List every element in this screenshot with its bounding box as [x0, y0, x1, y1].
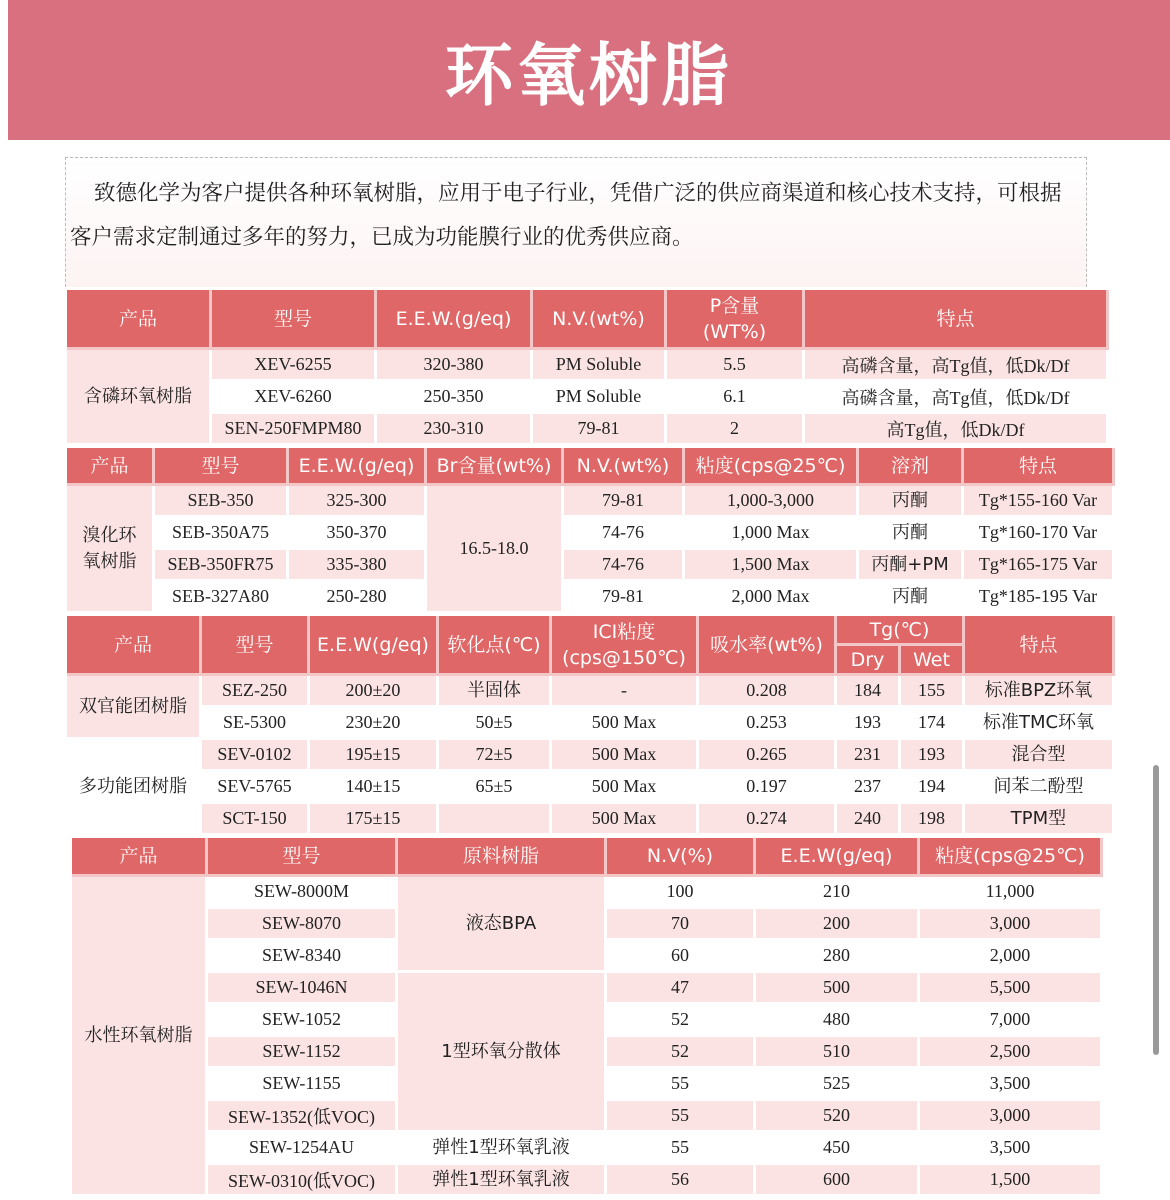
- table-cell: 155: [901, 676, 965, 708]
- header-row: [67, 616, 1115, 646]
- table-cell: 6.1: [667, 382, 805, 414]
- column-header: Wet: [901, 646, 965, 676]
- table-cell: 50±5: [439, 708, 552, 740]
- table-row: [67, 486, 1115, 518]
- table-row: [67, 676, 1115, 708]
- table-cell: 74-76: [564, 518, 685, 550]
- table-cell: 52: [607, 1037, 756, 1069]
- table-cell: 198: [901, 804, 965, 836]
- table-cell: 0.253: [699, 708, 837, 740]
- table-cell: 1,500 Max: [685, 550, 859, 582]
- table-cell: XEV-6260: [212, 382, 377, 414]
- column-header: N.V.(wt%): [564, 448, 685, 486]
- table-cell: Tg*165-175 Var: [964, 550, 1115, 582]
- table-cell: 193: [837, 708, 901, 740]
- table-cell: 半固体: [439, 676, 552, 708]
- table-cell: 320-380: [377, 350, 533, 382]
- table-cell: 0.208: [699, 676, 837, 708]
- table-cell: 弹性1型环氧乳液: [398, 1165, 607, 1197]
- column-header: 产品: [67, 290, 212, 350]
- table-cell: SEV-0102: [202, 740, 310, 772]
- table-row: [67, 708, 1115, 740]
- table-cell: 500 Max: [552, 740, 699, 772]
- table-cell: TPM型: [965, 804, 1115, 836]
- table-cell: 140±15: [310, 772, 439, 804]
- table-cell: Tg*160-170 Var: [964, 518, 1115, 550]
- table-cell: SEZ-250: [202, 676, 310, 708]
- header-row: [72, 838, 1103, 877]
- table-cell: 1,000-3,000: [685, 486, 859, 518]
- column-header: 产品: [67, 448, 155, 486]
- table-cell: 丙酮: [859, 518, 964, 550]
- category-cell: 含磷环氧树脂: [67, 350, 212, 446]
- table-cell: 193: [901, 740, 965, 772]
- waterborne-epoxy-table: [72, 838, 1119, 1197]
- functional-epoxy-grid: [67, 616, 1115, 836]
- table-cell: 7,000: [920, 1005, 1103, 1037]
- table-row: [67, 382, 1109, 414]
- column-header: 粘度(cps@25℃): [920, 838, 1103, 877]
- table-cell: 195±15: [310, 740, 439, 772]
- scrollbar[interactable]: [1153, 765, 1159, 1055]
- table-cell: 混合型: [965, 740, 1115, 772]
- table-cell: SEB-350A75: [155, 518, 289, 550]
- table-cell: 65±5: [439, 772, 552, 804]
- column-header: 特点: [965, 616, 1115, 676]
- table-cell: SEW-1152: [208, 1037, 398, 1069]
- table-cell: PM Soluble: [533, 382, 667, 414]
- table-cell: SEW-1046N: [208, 973, 398, 1005]
- table-cell: 231: [837, 740, 901, 772]
- table-cell: 500: [756, 973, 920, 1005]
- table-cell: 标准TMC环氧: [965, 708, 1115, 740]
- category-cell: 多功能团树脂: [67, 740, 202, 836]
- table-cell: 丙酮+PM: [859, 550, 964, 582]
- table-cell: 480: [756, 1005, 920, 1037]
- table-cell: 350-370: [289, 518, 427, 550]
- table-row: [67, 804, 1115, 836]
- table-cell: 标准BPZ环氧: [965, 676, 1115, 708]
- table-cell: 280: [756, 941, 920, 973]
- table-cell: -: [552, 676, 699, 708]
- column-header: 型号: [212, 290, 377, 350]
- table-cell: 100: [607, 877, 756, 909]
- column-header: E.E.W(g/eq): [756, 838, 920, 877]
- table-cell: PM Soluble: [533, 350, 667, 382]
- table-cell: 600: [756, 1165, 920, 1197]
- table-cell: 0.274: [699, 804, 837, 836]
- table-cell: SE-5300: [202, 708, 310, 740]
- table-cell: 56: [607, 1165, 756, 1197]
- column-header: 软化点(℃): [439, 616, 552, 676]
- table-cell: 230-310: [377, 414, 533, 446]
- title-banner: [8, 0, 1170, 140]
- tables-stack: [67, 290, 1119, 1199]
- table-row: [72, 1133, 1103, 1165]
- column-header: N.V.(wt%): [533, 290, 667, 350]
- table-cell: 450: [756, 1133, 920, 1165]
- table-cell: 70: [607, 909, 756, 941]
- table-cell: 525: [756, 1069, 920, 1101]
- table-cell: SEB-350: [155, 486, 289, 518]
- table-cell: 11,000: [920, 877, 1103, 909]
- table-cell: 55: [607, 1101, 756, 1133]
- table-row: [67, 582, 1115, 614]
- table-cell: 335-380: [289, 550, 427, 582]
- table-cell: 79-81: [564, 582, 685, 614]
- column-header: 溶剂: [859, 448, 964, 486]
- table-cell: SEB-350FR75: [155, 550, 289, 582]
- table-cell: Tg*155-160 Var: [964, 486, 1115, 518]
- table-cell: 250-280: [289, 582, 427, 614]
- category-cell: 溴化环 氧树脂: [67, 486, 155, 614]
- table-cell: [439, 804, 552, 836]
- table-cell: 3,500: [920, 1133, 1103, 1165]
- table-cell: 5,500: [920, 973, 1103, 1005]
- table-cell: SEW-8000M: [208, 877, 398, 909]
- table-cell: 500 Max: [552, 708, 699, 740]
- column-header: N.V(%): [607, 838, 756, 877]
- table-cell: 74-76: [564, 550, 685, 582]
- functional-epoxy-table: [67, 616, 1119, 836]
- table-cell: 520: [756, 1101, 920, 1133]
- table-cell: 2,000 Max: [685, 582, 859, 614]
- table-cell: 210: [756, 877, 920, 909]
- table-cell: 1,500: [920, 1165, 1103, 1197]
- table-cell: 52: [607, 1005, 756, 1037]
- column-header: Br含量(wt%): [427, 448, 564, 486]
- column-header: 吸水率(wt%): [699, 616, 837, 676]
- header-row: [67, 290, 1109, 350]
- category-cell: 液态BPA: [398, 877, 607, 973]
- table-cell: 0.197: [699, 772, 837, 804]
- column-header: 产品: [67, 616, 202, 676]
- table-cell: 200: [756, 909, 920, 941]
- table-cell: 47: [607, 973, 756, 1005]
- table-cell: Tg*185-195 Var: [964, 582, 1115, 614]
- column-header: 特点: [964, 448, 1115, 486]
- table-cell: XEV-6255: [212, 350, 377, 382]
- table-cell: 194: [901, 772, 965, 804]
- table-cell: 55: [607, 1133, 756, 1165]
- header-row: [67, 448, 1115, 486]
- table-cell: SEW-1155: [208, 1069, 398, 1101]
- waterborne-epoxy-grid: [72, 838, 1103, 1197]
- column-header: 型号: [155, 448, 289, 486]
- table-cell: 2,500: [920, 1037, 1103, 1069]
- category-cell: 1型环氧分散体: [398, 973, 607, 1133]
- table-cell: SEW-1052: [208, 1005, 398, 1037]
- table-cell: 79-81: [533, 414, 667, 446]
- table-row: [72, 1165, 1103, 1197]
- table-cell: SEW-8340: [208, 941, 398, 973]
- table-cell: 240: [837, 804, 901, 836]
- category-cell: 16.5-18.0: [427, 486, 564, 614]
- column-header: 粘度(cps@25℃): [685, 448, 859, 486]
- column-header: Tg(℃): [837, 616, 965, 646]
- phosphorus-epoxy-grid: [67, 290, 1109, 446]
- table-row: [72, 973, 1103, 1005]
- page-title: 环氧树脂: [444, 36, 733, 116]
- table-cell: 184: [837, 676, 901, 708]
- brominated-epoxy-grid: [67, 448, 1115, 614]
- category-cell: 双官能团树脂: [67, 676, 202, 740]
- table-row: [67, 550, 1115, 582]
- table-row: [67, 350, 1109, 382]
- column-header: Dry: [837, 646, 901, 676]
- table-cell: 500 Max: [552, 804, 699, 836]
- table-row: [67, 772, 1115, 804]
- table-cell: 高磷含量，高Tg值，低Dk/Df: [805, 382, 1109, 414]
- table-cell: 174: [901, 708, 965, 740]
- table-cell: 2,000: [920, 941, 1103, 973]
- table-cell: SEW-1352(低VOC): [208, 1101, 398, 1133]
- table-cell: SEV-5765: [202, 772, 310, 804]
- table-row: [72, 877, 1103, 909]
- table-cell: 3,500: [920, 1069, 1103, 1101]
- table-cell: 175±15: [310, 804, 439, 836]
- intro-paragraph: 致德化学为客户提供各种环氧树脂，应用于电子行业，凭借广泛的供应商渠道和核心技术支持，可根据客户需求定制通过多年的努力，已成为功能膜行业的优秀供应商。: [65, 157, 1087, 287]
- table-cell: 250-350: [377, 382, 533, 414]
- table-cell: 3,000: [920, 909, 1103, 941]
- column-header: E.E.W.(g/eq): [289, 448, 427, 486]
- table-cell: 230±20: [310, 708, 439, 740]
- table-cell: 丙酮: [859, 582, 964, 614]
- table-cell: SCT-150: [202, 804, 310, 836]
- table-cell: 间苯二酚型: [965, 772, 1115, 804]
- brominated-epoxy-table: [67, 448, 1119, 614]
- column-header: 型号: [208, 838, 398, 877]
- table-cell: SEB-327A80: [155, 582, 289, 614]
- table-cell: 200±20: [310, 676, 439, 708]
- table-cell: 55: [607, 1069, 756, 1101]
- table-cell: 高Tg值，低Dk/Df: [805, 414, 1109, 446]
- column-header: 原料树脂: [398, 838, 607, 877]
- table-cell: 2: [667, 414, 805, 446]
- table-cell: 79-81: [564, 486, 685, 518]
- column-header: P含量 (WT%): [667, 290, 805, 350]
- column-header: E.E.W(g/eq): [310, 616, 439, 676]
- table-cell: 5.5: [667, 350, 805, 382]
- table-row: [67, 740, 1115, 772]
- table-cell: 弹性1型环氧乳液: [398, 1133, 607, 1165]
- table-cell: SEW-0310(低VOC): [208, 1165, 398, 1197]
- table-cell: 510: [756, 1037, 920, 1069]
- phosphorus-epoxy-table: [67, 290, 1119, 446]
- table-cell: 0.265: [699, 740, 837, 772]
- table-cell: SEW-8070: [208, 909, 398, 941]
- category-cell: 水性环氧树脂: [72, 877, 208, 1197]
- table-row: [67, 518, 1115, 550]
- table-cell: SEN-250FMPM80: [212, 414, 377, 446]
- column-header: ICI粘度 (cps@150℃): [552, 616, 699, 676]
- table-cell: 60: [607, 941, 756, 973]
- table-row: [67, 414, 1109, 446]
- table-cell: 1,000 Max: [685, 518, 859, 550]
- column-header: 产品: [72, 838, 208, 877]
- table-cell: 72±5: [439, 740, 552, 772]
- table-cell: 237: [837, 772, 901, 804]
- table-cell: 3,000: [920, 1101, 1103, 1133]
- column-header: 特点: [805, 290, 1109, 350]
- column-header: 型号: [202, 616, 310, 676]
- table-cell: 325-300: [289, 486, 427, 518]
- table-cell: 丙酮: [859, 486, 964, 518]
- table-cell: 高磷含量，高Tg值，低Dk/Df: [805, 350, 1109, 382]
- table-cell: 500 Max: [552, 772, 699, 804]
- column-header: E.E.W.(g/eq): [377, 290, 533, 350]
- table-cell: SEW-1254AU: [208, 1133, 398, 1165]
